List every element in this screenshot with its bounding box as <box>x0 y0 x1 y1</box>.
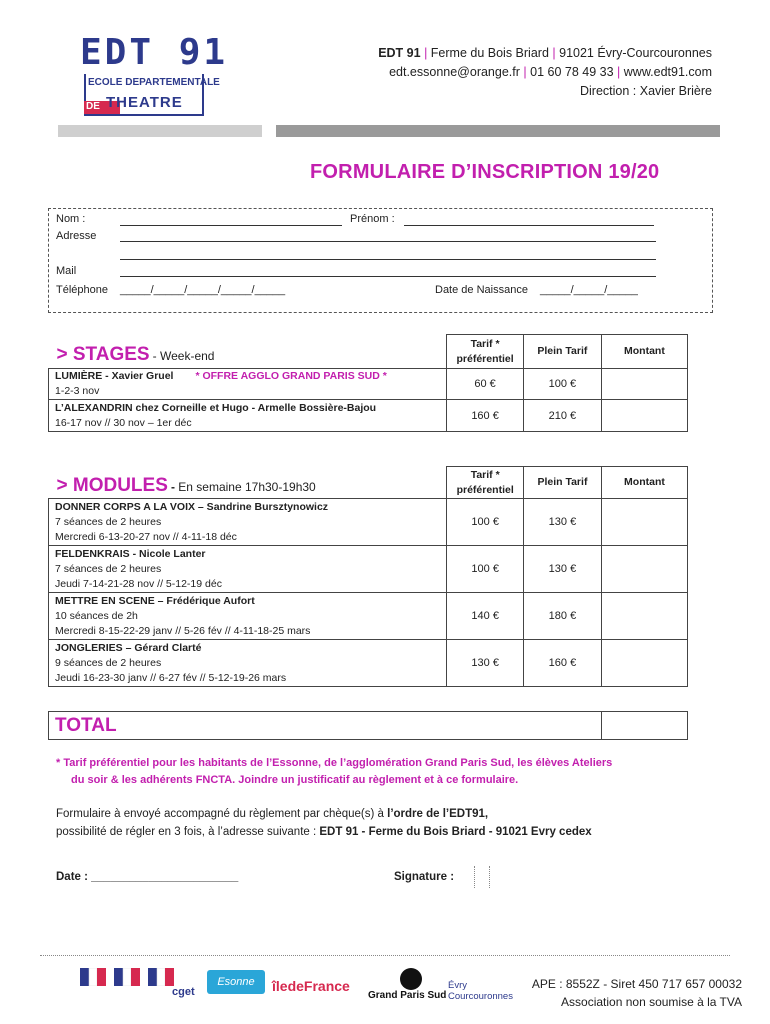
stages-title: > STAGES <box>56 344 150 365</box>
stage-price-plein: 210 € <box>523 400 601 432</box>
adresse-field-2[interactable] <box>120 259 656 260</box>
stage-montant-field[interactable] <box>601 400 687 432</box>
phone: 01 60 78 49 33 <box>530 65 614 79</box>
payment-line2: possibilité de régler en 3 fois, à l’adresse suivante : <box>56 826 320 838</box>
date-field[interactable]: Date : _______________________ <box>56 871 239 883</box>
module-price-pref: 100 € <box>447 499 524 546</box>
modules-subtitle: En semaine 17h30-19h30 <box>178 480 316 494</box>
stages-table <box>48 334 688 432</box>
legal-tva: Association non soumise à la TVA <box>561 995 742 1009</box>
stage-dates: 16-17 nov // 30 nov – 1er déc <box>55 416 192 429</box>
module-seances: 7 séances de 2 heures <box>55 562 162 575</box>
mail-field[interactable] <box>120 276 656 277</box>
col-plein: Plein Tarif <box>523 467 601 499</box>
stage-dates: 1-2-3 nov <box>55 385 100 397</box>
module-montant-field[interactable] <box>601 499 687 546</box>
total-table <box>48 711 688 740</box>
col-plein: Plein Tarif <box>523 335 601 369</box>
module-price-pref: 130 € <box>447 640 524 687</box>
grand-paris-sud-icon <box>400 968 422 990</box>
legal-info <box>532 975 742 1011</box>
prenom-label: Prénom : <box>350 213 395 225</box>
nom-field[interactable] <box>120 225 342 226</box>
table-row <box>49 546 688 593</box>
cget-logo: cget <box>172 986 195 998</box>
table-row <box>49 369 688 400</box>
payment-info <box>56 805 592 841</box>
module-price-pref: 100 € <box>447 546 524 593</box>
table-row <box>49 499 688 546</box>
essonne-logo: Esonne <box>207 970 265 994</box>
module-seances: 9 séances de 2 heures <box>55 656 162 669</box>
header-contact: EDT 91 | Ferme du Bois Briard | 91021 Évry-Courcouronnes edt.essonne@orange.fr | 01 60 78 49 33 | www.edt91.com Direction : Xavier Brière <box>378 44 712 101</box>
tarif-note-line1: * Tarif préférentiel pour les habitants de l’Essonne, de l’agglomération Grand Paris Sud, les élèves Ateliers <box>56 757 613 769</box>
flag-icon <box>148 968 174 986</box>
tarif-note-line2: du soir & les adhérents FNCTA. Joindre un justificatif au règlement et à ce formulaire. <box>71 774 519 786</box>
adresse-field-1[interactable] <box>120 241 656 242</box>
signature-label: Signature : <box>394 871 455 883</box>
col-montant: Montant <box>601 467 687 499</box>
stage-price-pref: 60 € <box>447 369 524 400</box>
marianne-logo-1 <box>80 968 106 998</box>
edt91-logo: EDT 91 <box>80 32 229 73</box>
flag-icon <box>80 968 106 986</box>
telephone-label: Téléphone <box>56 284 108 296</box>
logo-subtitle-2a: DE <box>86 101 100 112</box>
module-montant-field[interactable] <box>601 593 687 640</box>
modules-heading: > MODULES - En semaine 17h30-19h30 <box>49 467 447 499</box>
grand-paris-sud-logo: Grand Paris Sud <box>368 990 447 1001</box>
evry-logo: Évry Courcouronnes <box>448 980 513 1002</box>
signature-area[interactable] <box>474 866 490 888</box>
logo-subtitle-2b: THEATRE <box>106 94 183 111</box>
payment-line1: Formulaire à envoyé accompagné du règlement par chèque(s) à <box>56 808 388 820</box>
module-price-plein: 130 € <box>523 499 601 546</box>
table-row <box>49 593 688 640</box>
direction: Direction : Xavier Brière <box>580 84 712 98</box>
module-seances: 10 séances de 2h <box>55 609 138 622</box>
module-dates: Mercredi 6-13-20-27 nov // 4-11-18 déc <box>55 530 237 543</box>
modules-title: > MODULES <box>56 475 168 496</box>
address-line2: 91021 Évry-Courcouronnes <box>559 46 712 60</box>
stages-subtitle: - Week-end <box>152 349 215 363</box>
nom-label: Nom : <box>56 213 86 225</box>
prenom-field[interactable] <box>404 225 654 226</box>
tarif-note <box>56 755 706 789</box>
module-name: JONGLERIES – Gérard Clarté <box>55 641 202 654</box>
module-dates: Jeudi 7-14-21-28 nov // 5-12-19 déc <box>55 577 222 590</box>
col-montant: Montant <box>601 335 687 369</box>
iledefrance-logo: îledeFrance <box>272 978 350 994</box>
naissance-label: Date de Naissance <box>435 284 528 296</box>
stage-name: LUMIÈRE - Xavier Gruel <box>55 370 174 382</box>
header-bar-dark <box>276 125 720 137</box>
page-title: FORMULAIRE D’INSCRIPTION 19/20 <box>310 161 660 183</box>
stage-montant-field[interactable] <box>601 369 687 400</box>
module-name: FELDENKRAIS - Nicole Lanter <box>55 547 206 560</box>
email-link[interactable]: edt.essonne@orange.fr <box>389 65 520 79</box>
module-name: DONNER CORPS A LA VOIX – Sandrine Bursztynowicz <box>55 500 329 513</box>
payment-order: l’ordre de l’EDT91, <box>387 808 489 820</box>
marianne-logo-3 <box>148 968 174 998</box>
table-row <box>49 640 688 687</box>
table-row <box>49 400 688 432</box>
module-price-plein: 160 € <box>523 640 601 687</box>
module-price-plein: 180 € <box>523 593 601 640</box>
legal-ape: APE : 8552Z - Siret 450 717 657 00032 <box>531 977 742 991</box>
telephone-field[interactable]: _____/_____/_____/_____/_____ <box>120 284 286 296</box>
module-name: METTRE EN SCENE – Frédérique Aufort <box>55 594 255 607</box>
naissance-field[interactable]: _____/_____/_____ <box>540 284 638 296</box>
stage-name: L’ALEXANDRIN chez Corneille et Hugo - Armelle Bossière-Bajou <box>55 401 377 414</box>
footer-divider <box>40 955 730 956</box>
payment-address: EDT 91 - Ferme du Bois Briard - 91021 Evry cedex <box>319 826 592 838</box>
address-line1: Ferme du Bois Briard <box>430 46 549 60</box>
col-tarif-pref: Tarif * préférentiel <box>447 335 524 369</box>
module-dates: Mercredi 8-15-22-29 janv // 5-26 fév // 4-11-18-25 mars <box>55 624 311 637</box>
total-field[interactable] <box>602 712 688 740</box>
stages-heading <box>49 335 447 369</box>
adresse-label: Adresse <box>56 230 97 242</box>
col-tarif-pref: Tarif * préférentiel <box>447 467 524 499</box>
flag-icon <box>114 968 140 986</box>
module-seances: 7 séances de 2 heures <box>55 515 162 528</box>
module-montant-field[interactable] <box>601 546 687 593</box>
logo-subtitle-1: ECOLE DEPARTEMENTALE <box>88 77 220 88</box>
module-price-pref: 140 € <box>447 593 524 640</box>
org-name: EDT 91 <box>378 46 421 60</box>
module-price-plein: 130 € <box>523 546 601 593</box>
module-dates: Jeudi 16-23-30 janv // 6-27 fév // 5-12-19-26 mars <box>55 671 287 684</box>
offer-tag: * OFFRE AGGLO GRAND PARIS SUD * <box>195 370 387 382</box>
total-label: TOTAL <box>55 714 117 736</box>
marianne-logo-2 <box>114 968 140 998</box>
stage-price-pref: 160 € <box>447 400 524 432</box>
header-bar-light <box>58 125 262 137</box>
mail-label: Mail <box>56 265 77 277</box>
module-montant-field[interactable] <box>601 640 687 687</box>
stage-price-plein: 100 € <box>523 369 601 400</box>
website-link[interactable]: www.edt91.com <box>623 65 712 79</box>
modules-table <box>48 466 688 687</box>
